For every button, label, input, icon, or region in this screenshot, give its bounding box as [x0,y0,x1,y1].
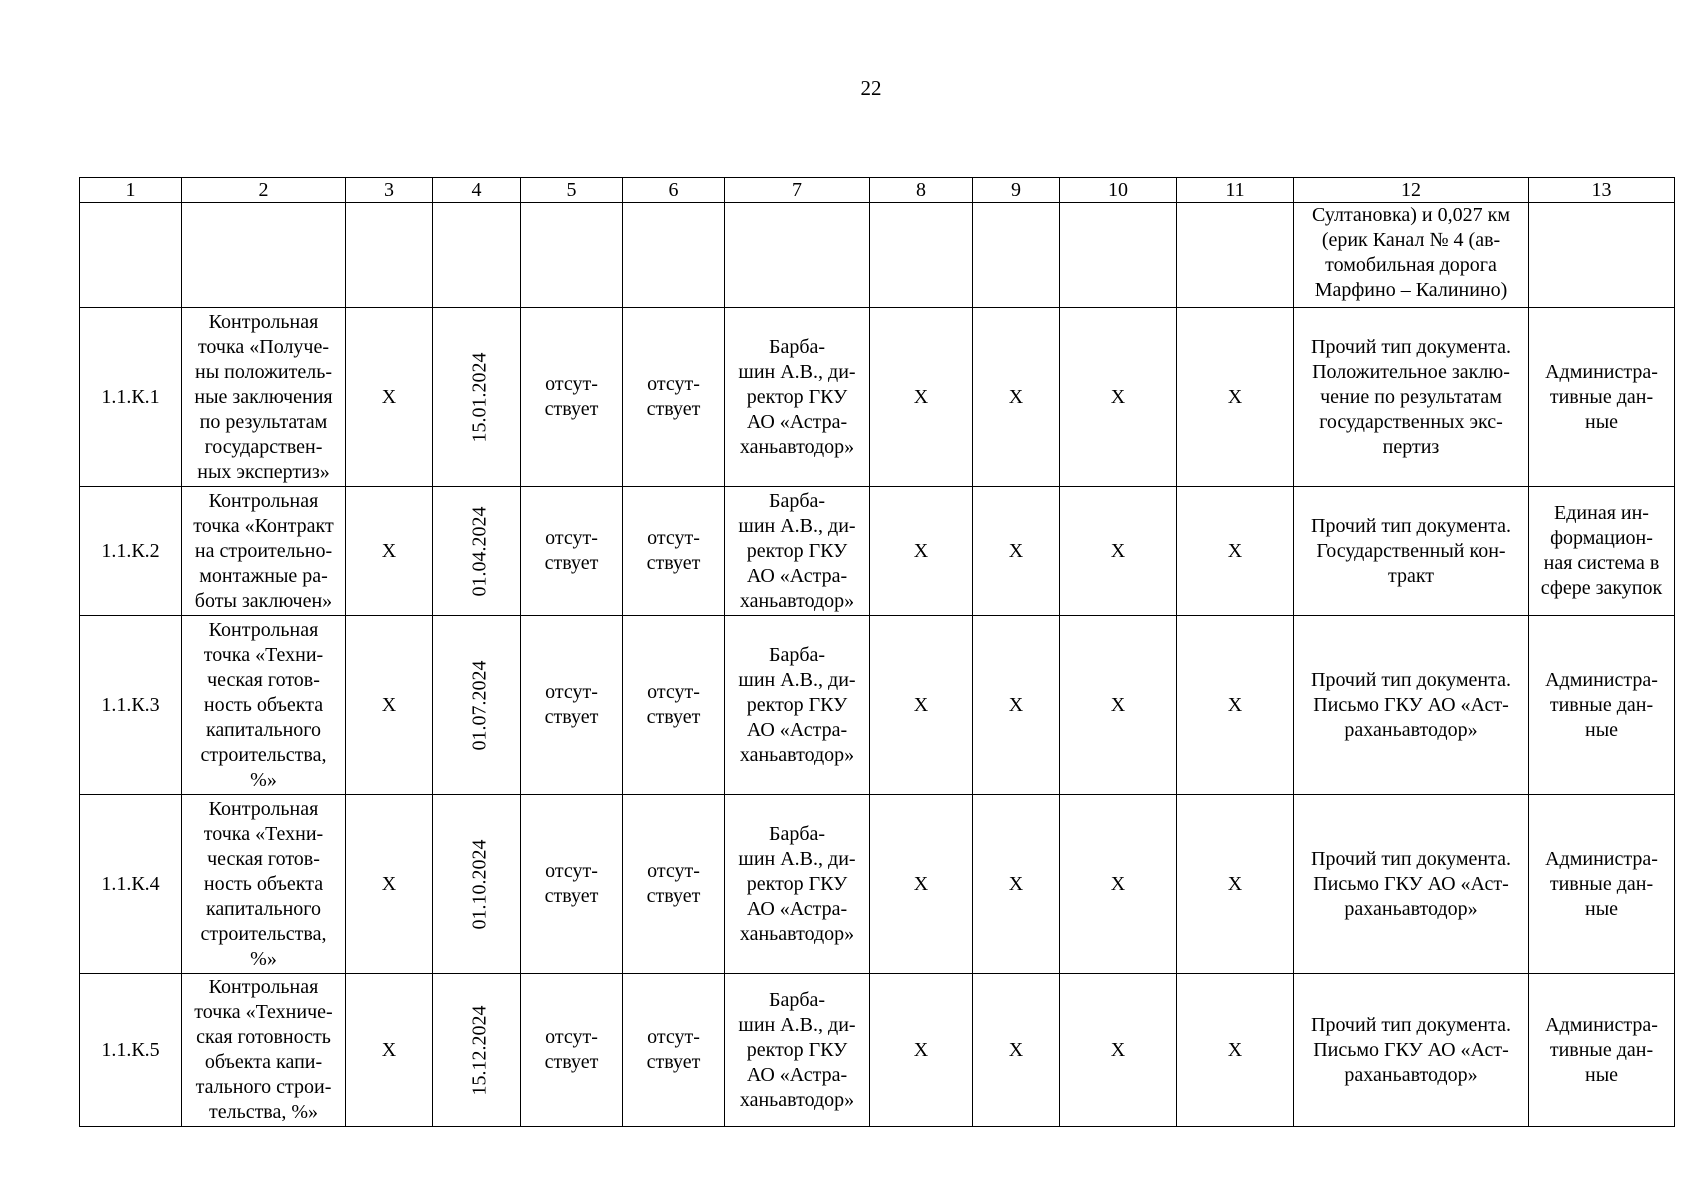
column-number: 1 [80,178,182,203]
column-number: 13 [1529,178,1675,203]
control-point-id: 1.1.К.4 [80,795,182,974]
cell-absent: отсут- ствует [521,616,623,795]
control-point-name: Контрольная точка «Техни- ческая готов- ность объекта капитального строительства, %» [182,795,346,974]
continuation-row [80,203,1675,308]
cell-absent: отсут- ствует [623,308,725,487]
column-number: 8 [870,178,973,203]
cell-mark: X [973,308,1060,487]
table-cell [1177,203,1294,308]
cell-absent: отсут- ствует [521,795,623,974]
cell-mark: X [973,616,1060,795]
document-type: Прочий тип документа. Государственный кон- тракт [1294,487,1529,616]
table-cell [1060,203,1177,308]
cell-mark: X [870,795,973,974]
responsible-person: Барба- шин А.В., ди- ректор ГКУ АО «Астра- ханьавтодор» [725,308,870,487]
table-cell [433,203,521,308]
cell-mark: X [346,308,433,487]
table-cell [870,203,973,308]
column-number: 5 [521,178,623,203]
cell-mark: X [346,795,433,974]
column-number: 9 [973,178,1060,203]
control-point-id: 1.1.К.2 [80,487,182,616]
continued-document-text: Султановка) и 0,027 км (ерик Канал № 4 (ав- томобильная дорога Марфино – Калинино) [1294,203,1529,308]
cell-mark: X [1177,308,1294,487]
data-source: Администра- тивные дан- ные [1529,795,1675,974]
table-cell [1529,203,1675,308]
column-number: 2 [182,178,346,203]
responsible-person: Барба- шин А.В., ди- ректор ГКУ АО «Астра- ханьавтодор» [725,487,870,616]
table-row [80,974,1675,1127]
column-number: 10 [1060,178,1177,203]
table-cell [346,203,433,308]
column-number: 3 [346,178,433,203]
date-cell [433,974,521,1127]
cell-mark: X [346,974,433,1127]
table-cell [973,203,1060,308]
control-point-date: 01.10.2024 [468,839,491,929]
cell-mark: X [1177,795,1294,974]
date-cell [433,795,521,974]
cell-mark: X [870,308,973,487]
table-row [80,795,1675,974]
table-cell [623,203,725,308]
data-source: Администра- тивные дан- ные [1529,974,1675,1127]
document-type: Прочий тип документа. Положительное заклю- чение по результатам государственных экс- пертиз [1294,308,1529,487]
table-row [80,308,1675,487]
cell-mark: X [1060,308,1177,487]
cell-mark: X [346,616,433,795]
cell-mark: X [973,795,1060,974]
document-type: Прочий тип документа. Письмо ГКУ АО «Аст- раханьавтодор» [1294,616,1529,795]
cell-mark: X [1177,487,1294,616]
control-point-name: Контрольная точка «Получе- ны положитель- ные заключения по результатам государствен- ных экспертиз» [182,308,346,487]
table-cell [80,203,182,308]
table-cell [182,203,346,308]
cell-mark: X [973,487,1060,616]
table-row [80,487,1675,616]
column-number: 11 [1177,178,1294,203]
cell-absent: отсут- ствует [521,487,623,616]
control-point-date: 01.07.2024 [468,660,491,750]
document-type: Прочий тип документа. Письмо ГКУ АО «Аст- раханьавтодор» [1294,974,1529,1127]
column-number-row [80,178,1675,203]
date-cell [433,487,521,616]
control-point-date: 15.12.2024 [468,1005,491,1095]
responsible-person: Барба- шин А.В., ди- ректор ГКУ АО «Астра- ханьавтодор» [725,974,870,1127]
table-cell [725,203,870,308]
data-source: Единая ин- формацион- ная система в сфере закупок [1529,487,1675,616]
cell-absent: отсут- ствует [521,308,623,487]
cell-mark: X [1177,616,1294,795]
cell-mark: X [870,974,973,1127]
cell-mark: X [1060,795,1177,974]
control-point-id: 1.1.К.1 [80,308,182,487]
table-row [80,616,1675,795]
control-points-table [79,177,1675,1127]
date-cell [433,616,521,795]
document-type: Прочий тип документа. Письмо ГКУ АО «Аст- раханьавтодор» [1294,795,1529,974]
cell-absent: отсут- ствует [623,616,725,795]
control-point-name: Контрольная точка «Контракт на строительно- монтажные ра- боты заключен» [182,487,346,616]
cell-mark: X [1060,974,1177,1127]
cell-absent: отсут- ствует [623,974,725,1127]
control-point-date: 01.04.2024 [468,506,491,596]
control-point-id: 1.1.К.3 [80,616,182,795]
data-source: Администра- тивные дан- ные [1529,616,1675,795]
cell-mark: X [1060,616,1177,795]
column-number: 7 [725,178,870,203]
date-cell [433,308,521,487]
cell-absent: отсут- ствует [623,487,725,616]
control-point-id: 1.1.К.5 [80,974,182,1127]
cell-mark: X [973,974,1060,1127]
column-number: 6 [623,178,725,203]
column-number: 12 [1294,178,1529,203]
table-cell [521,203,623,308]
cell-mark: X [1177,974,1294,1127]
cell-mark: X [870,616,973,795]
cell-absent: отсут- ствует [521,974,623,1127]
control-point-name: Контрольная точка «Техниче- ская готовность объекта капи- тального строи- тельства, %» [182,974,346,1127]
responsible-person: Барба- шин А.В., ди- ректор ГКУ АО «Астра- ханьавтодор» [725,616,870,795]
cell-mark: X [870,487,973,616]
page-number: 22 [860,76,882,100]
control-point-date: 15.01.2024 [468,352,491,442]
control-point-name: Контрольная точка «Техни- ческая готов- ность объекта капитального строительства, %» [182,616,346,795]
responsible-person: Барба- шин А.В., ди- ректор ГКУ АО «Астра- ханьавтодор» [725,795,870,974]
data-source: Администра- тивные дан- ные [1529,308,1675,487]
cell-mark: X [1060,487,1177,616]
cell-absent: отсут- ствует [623,795,725,974]
cell-mark: X [346,487,433,616]
column-number: 4 [433,178,521,203]
